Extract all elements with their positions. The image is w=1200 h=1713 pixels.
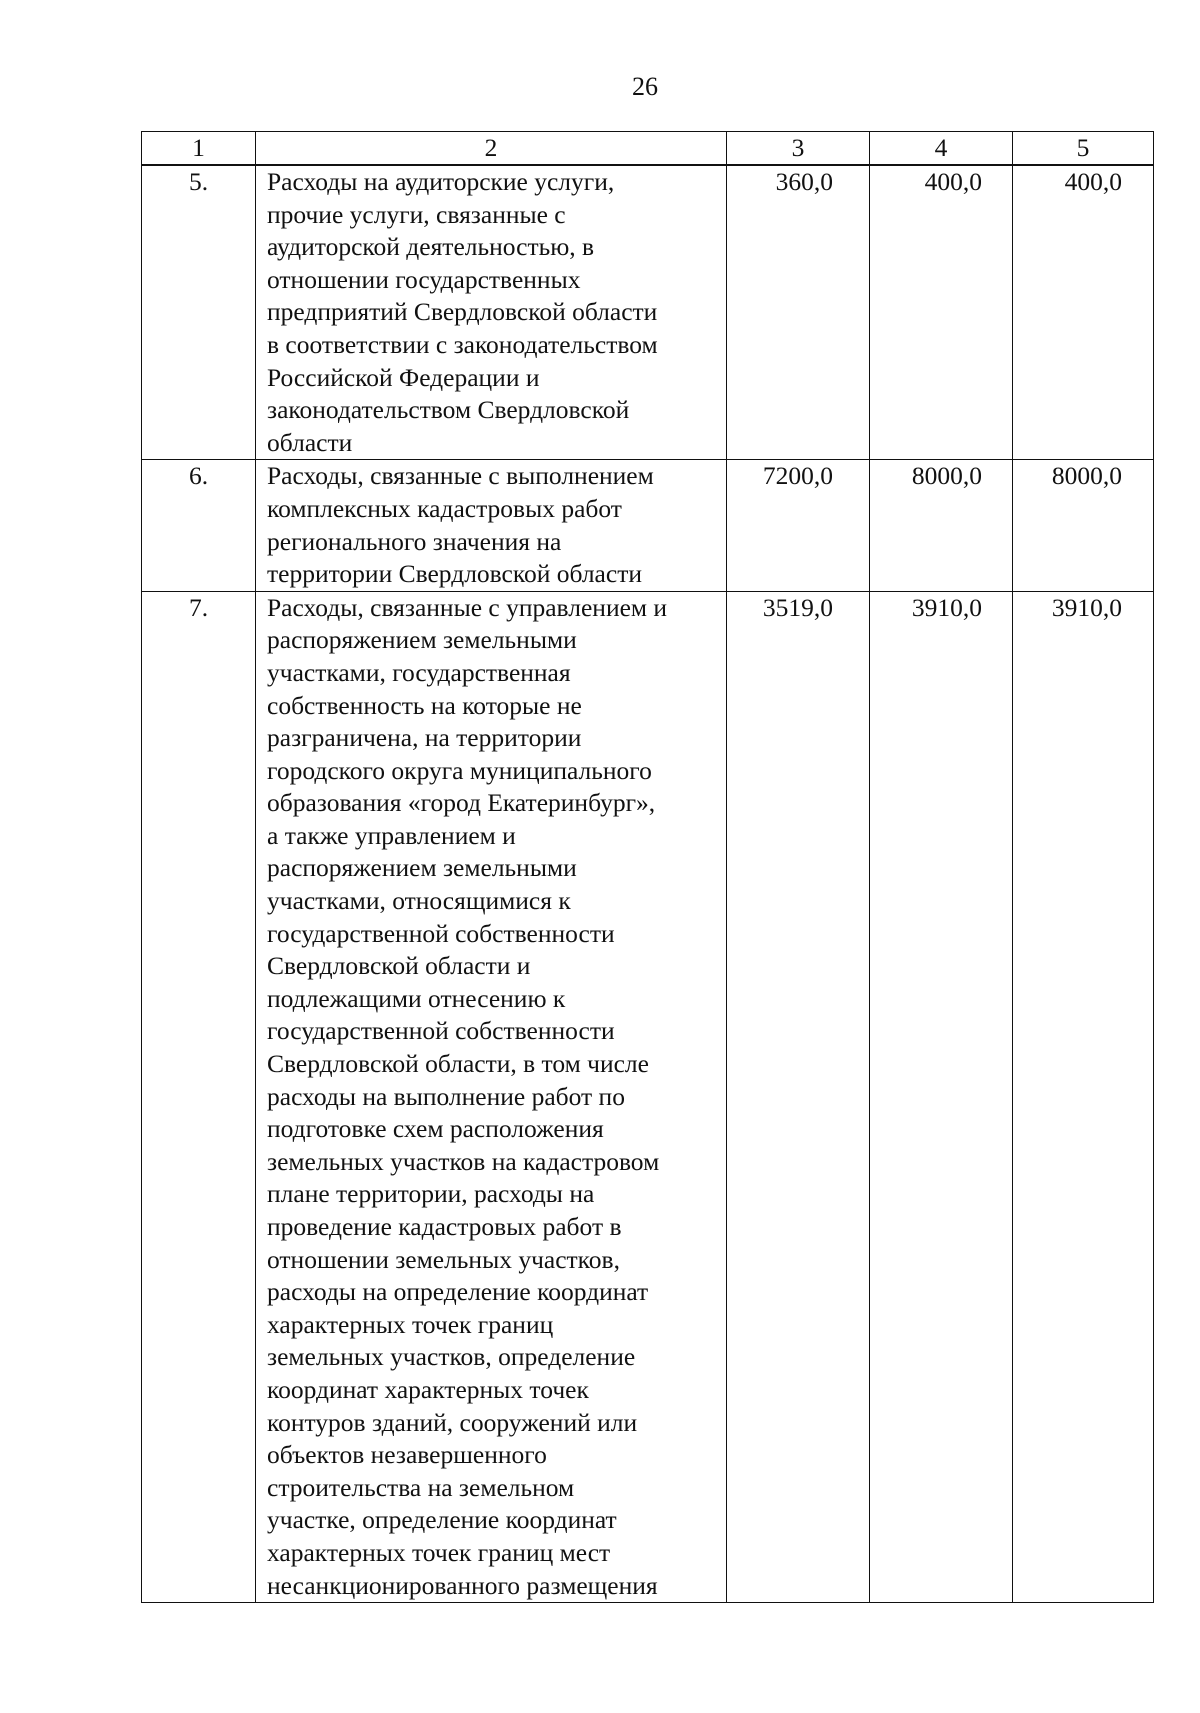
- description-line: участке, определение координат: [267, 1505, 617, 1535]
- row-description: [256, 165, 727, 460]
- description-line: характерных точек границ: [267, 1309, 554, 1339]
- description-line: регионального значения на: [267, 526, 562, 556]
- description-line: территории Свердловской области: [267, 559, 642, 589]
- value-column-4: 8000,0: [870, 460, 1013, 591]
- description-line: контуров зданий, сооружений или: [267, 1407, 638, 1437]
- description-line: отношении земельных участков,: [267, 1244, 620, 1274]
- description-line: расходы на выполнение работ по: [267, 1081, 625, 1111]
- table-row: [142, 591, 1154, 1602]
- row-number: 6.: [142, 460, 256, 591]
- header-cell-5: 5: [1013, 132, 1154, 166]
- description-line: аудиторской деятельностью, в: [267, 232, 595, 262]
- expenditure-table: [141, 131, 1154, 1603]
- description-line: разграничена, на территории: [267, 723, 582, 753]
- description-line: государственной собственности: [267, 918, 615, 948]
- page-number: 26: [632, 72, 658, 101]
- value-column-5: 400,0: [1013, 165, 1154, 460]
- description-line: предприятий Свердловской области: [267, 297, 658, 327]
- value-column-5: 3910,0: [1013, 591, 1154, 1602]
- description-line: Свердловской области, в том числе: [267, 1049, 649, 1079]
- description-line: законодательством Свердловской: [267, 395, 630, 425]
- description-line: характерных точек границ мест: [267, 1537, 611, 1567]
- description-line: комплексных кадастровых работ: [267, 493, 622, 523]
- value-column-3: 360,0: [727, 165, 870, 460]
- description-line: объектов незавершенного: [267, 1440, 547, 1470]
- description-line: собственность на которые не: [267, 690, 582, 720]
- table-row: [142, 460, 1154, 591]
- row-number: 5.: [142, 165, 256, 460]
- description-line: подлежащими отнесению к: [267, 983, 566, 1013]
- description-line: плане территории, расходы на: [267, 1179, 595, 1209]
- description-line: прочие услуги, связанные с: [267, 199, 566, 229]
- description-line: участками, государственная: [267, 657, 571, 687]
- value-column-4: 400,0: [870, 165, 1013, 460]
- description-line: расходы на определение координат: [267, 1277, 649, 1307]
- description-line: Российской Федерации и: [267, 362, 540, 392]
- description-line: несанкционированного размещения: [267, 1570, 658, 1600]
- value-column-5: 8000,0: [1013, 460, 1154, 591]
- description-line: координат характерных точек: [267, 1374, 589, 1404]
- table-header-row: [142, 132, 1154, 166]
- row-number: 7.: [142, 591, 256, 1602]
- description-line: государственной собственности: [267, 1016, 615, 1046]
- description-line: Расходы, связанные с выполнением: [267, 461, 654, 491]
- table-row: [142, 165, 1154, 460]
- description-line: образования «город Екатеринбург»,: [267, 788, 656, 818]
- value-column-3: 7200,0: [727, 460, 870, 591]
- description-line: распоряжением земельными: [267, 853, 577, 883]
- description-line: земельных участков на кадастровом: [267, 1146, 660, 1176]
- description-line: земельных участков, определение: [267, 1342, 636, 1372]
- header-cell-2: 2: [256, 132, 727, 166]
- row-description: [256, 591, 727, 1602]
- description-line: в соответствии с законодательством: [267, 329, 658, 359]
- description-line: участками, относящимися к: [267, 886, 571, 916]
- description-line: городского округа муниципального: [267, 755, 652, 785]
- description-line: распоряжением земельными: [267, 625, 577, 655]
- description-line: строительства на земельном: [267, 1472, 575, 1502]
- description-line: Расходы, связанные с управлением и: [267, 592, 668, 622]
- value-column-3: 3519,0: [727, 591, 870, 1602]
- description-line: а также управлением и: [267, 820, 516, 850]
- description-line: области: [267, 427, 353, 457]
- header-cell-4: 4: [870, 132, 1013, 166]
- description-line: Расходы на аудиторские услуги,: [267, 167, 615, 196]
- value-column-4: 3910,0: [870, 591, 1013, 1602]
- description-line: отношении государственных: [267, 264, 581, 294]
- row-description: [256, 460, 727, 591]
- description-line: подготовке схем расположения: [267, 1114, 604, 1144]
- description-line: Свердловской области и: [267, 951, 531, 981]
- header-cell-3: 3: [727, 132, 870, 166]
- header-cell-1: 1: [142, 132, 256, 166]
- description-line: проведение кадастровых работ в: [267, 1212, 622, 1241]
